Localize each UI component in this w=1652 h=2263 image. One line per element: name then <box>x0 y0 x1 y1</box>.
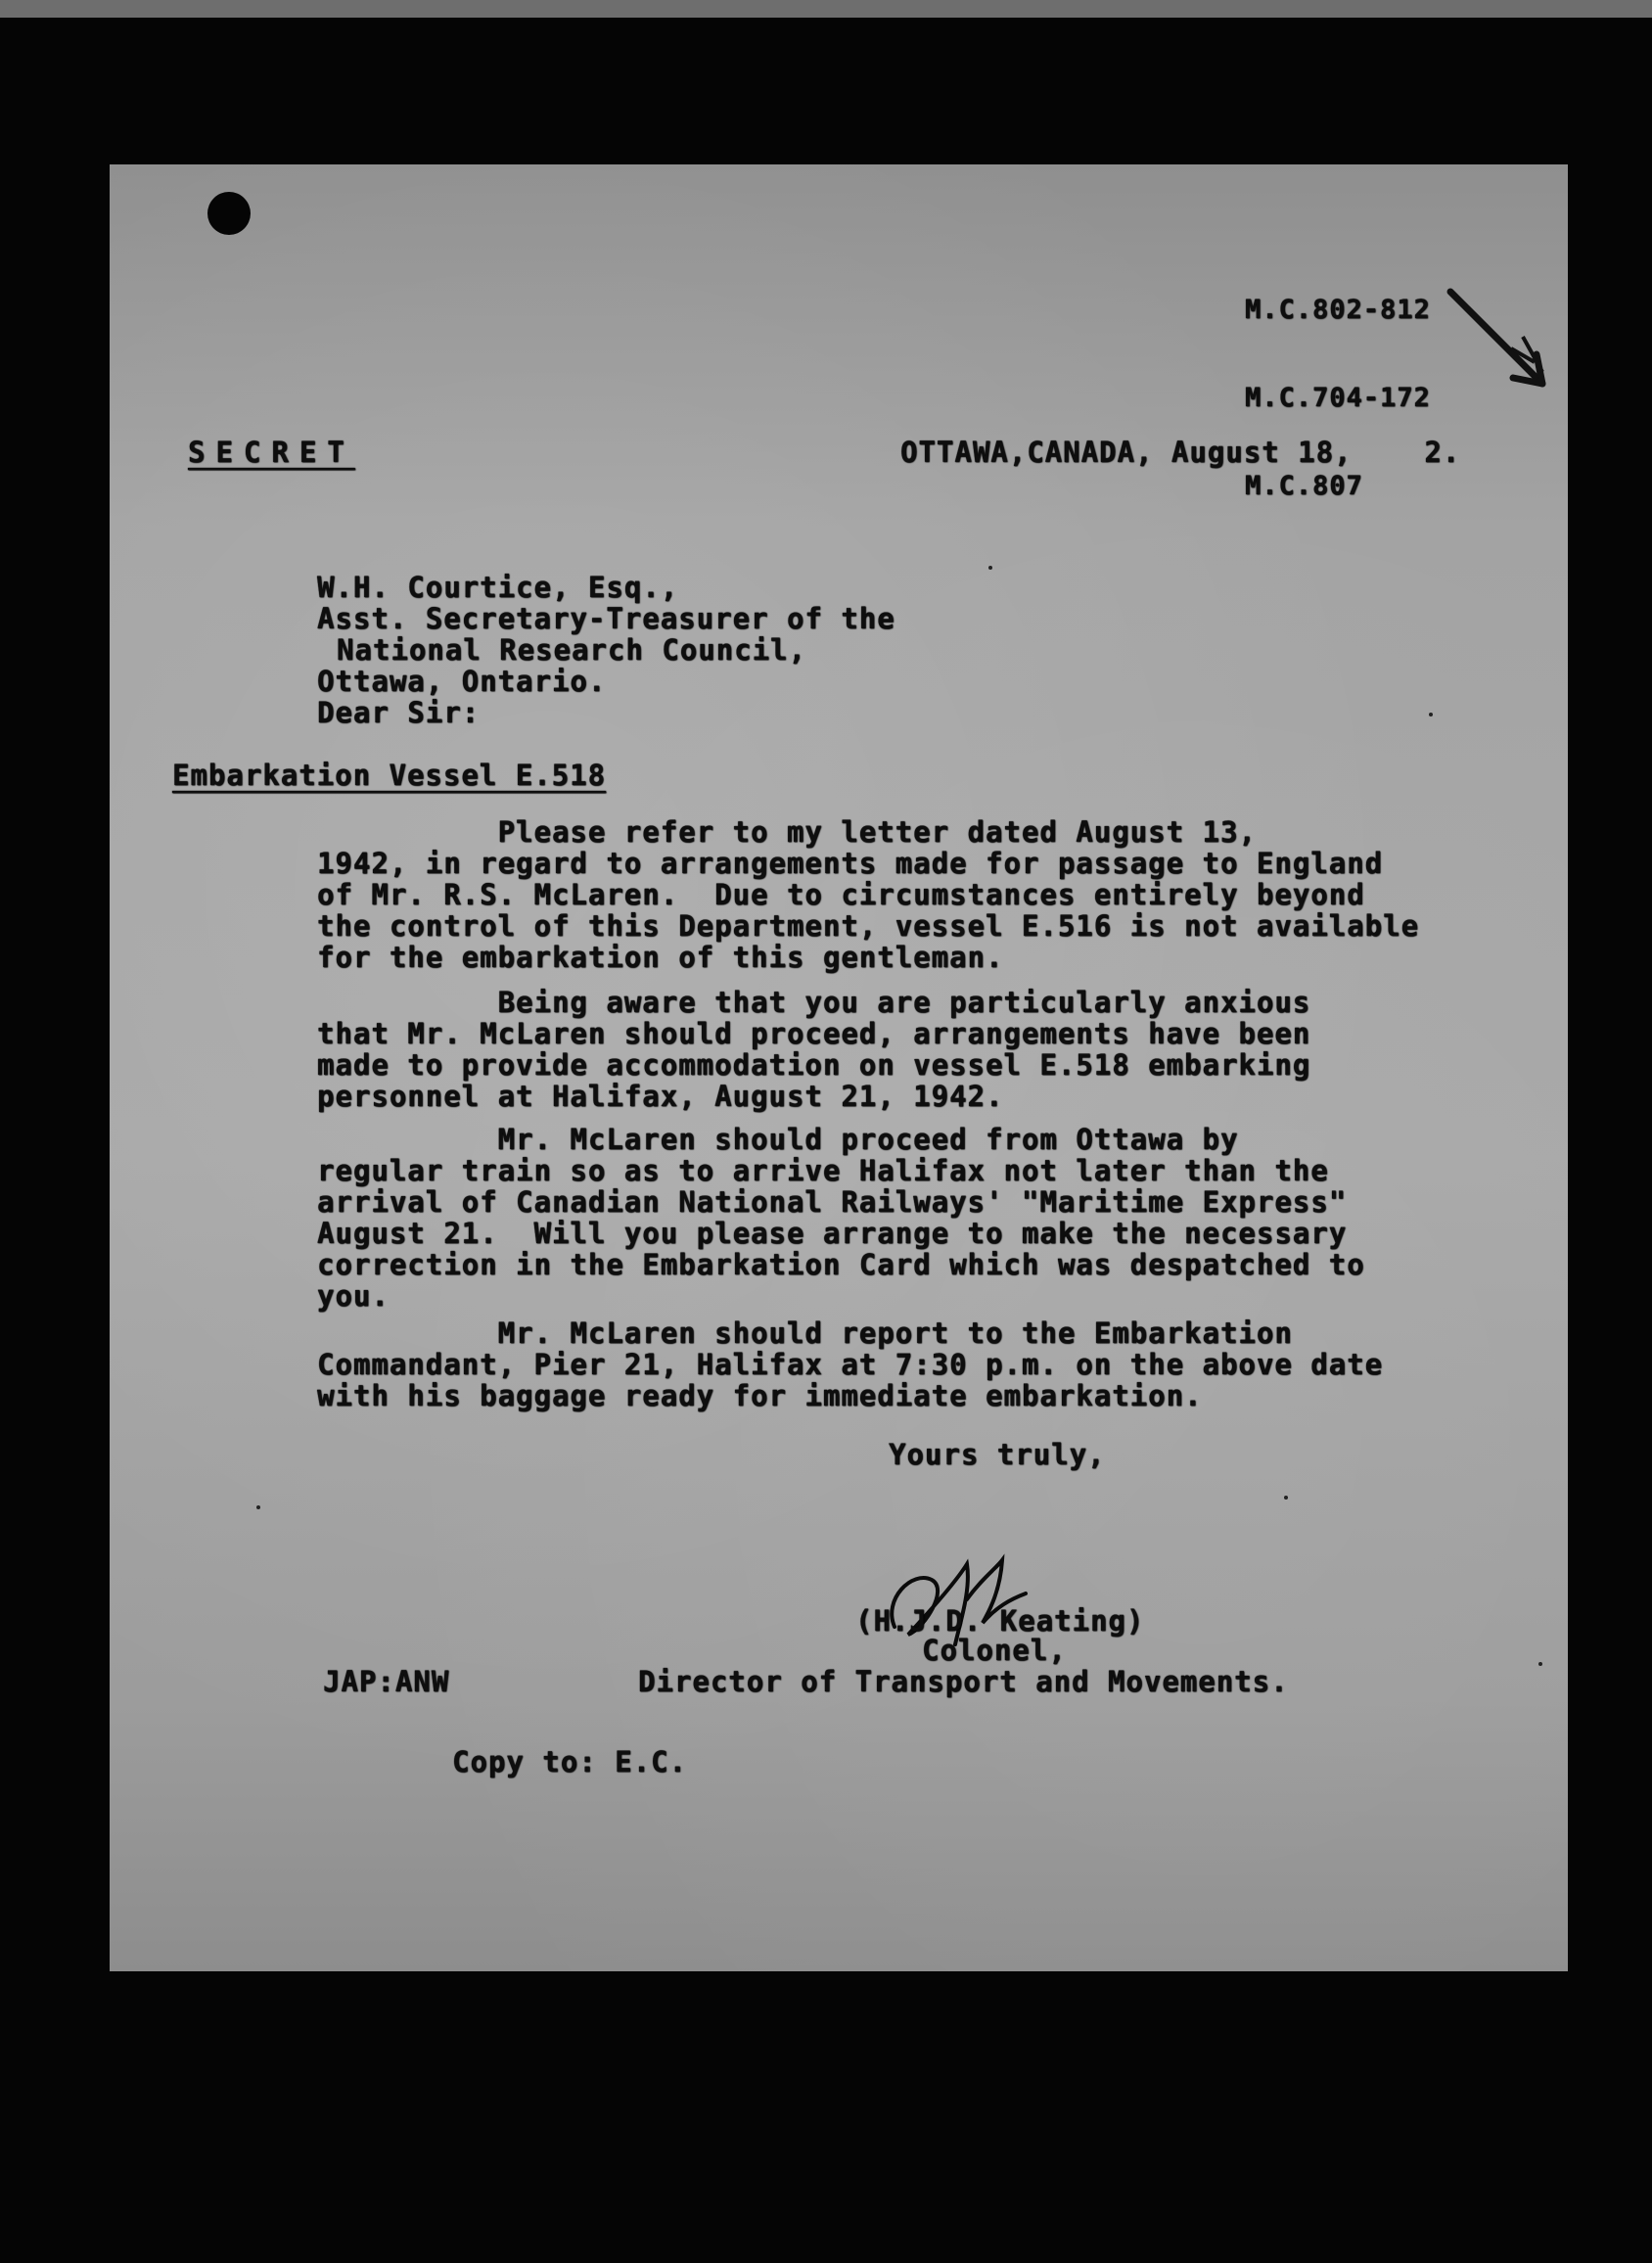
file-reference-block <box>1245 237 1431 560</box>
body-line: you. <box>317 1279 390 1313</box>
classification-heading: SECRET <box>188 436 355 469</box>
body-line: arrival of Canadian National Railways' "Maritime Express" <box>317 1185 1348 1219</box>
body-line: Being aware that you are particularly anxious <box>317 986 1311 1019</box>
scan-top-edge <box>0 0 1652 18</box>
file-ref-1: M.C.802-812 <box>1245 295 1431 325</box>
body-line: Please refer to my letter dated August 13, <box>317 815 1257 849</box>
body-line: Commandant, Pier 21, Halifax at 7:30 p.m. on the above date <box>317 1348 1384 1381</box>
subject-line: Embarkation Vessel E.518 <box>172 759 607 792</box>
body-line: correction in the Embarkation Card which was despatched to <box>317 1248 1365 1281</box>
recipient-city: Ottawa, Ontario. <box>317 665 607 698</box>
body-line: August 21. Will you please arrange to make the necessary <box>317 1217 1348 1250</box>
body-line: made to provide accommodation on vessel E.518 embarking <box>317 1048 1311 1082</box>
reference-initials: JAP:ANW <box>323 1665 450 1698</box>
body-line: the control of this Department, vessel E.516 is not available <box>317 909 1420 943</box>
signatory-title: Director of Transport and Movements. <box>638 1665 1289 1698</box>
paper-speck <box>256 1505 260 1509</box>
body-line: with his baggage ready for immediate embarkation. <box>317 1379 1203 1412</box>
punch-hole <box>207 192 251 235</box>
body-paragraph-2 <box>317 987 1568 1112</box>
letter-page <box>110 164 1568 1971</box>
body-line: of Mr. R.S. McLaren. Due to circumstances entirely beyond <box>317 878 1365 911</box>
body-line: regular train so as to arrive Halifax not later than the <box>317 1154 1329 1187</box>
signatory-rank: Colonel, <box>922 1634 1067 1667</box>
body-paragraph-4 <box>317 1317 1568 1411</box>
paper-speck <box>1429 713 1433 716</box>
recipient-name: W.H. Courtice, Esq., <box>317 571 679 604</box>
file-ref-3: M.C.807 <box>1245 471 1363 501</box>
body-line: for the embarkation of this gentleman. <box>317 941 1004 974</box>
signatory-name: (H.J.D. Keating) <box>855 1604 1145 1638</box>
dateline: OTTAWA,CANADA, August 18, 2. <box>900 436 1461 469</box>
body-paragraph-3 <box>317 1124 1568 1312</box>
body-line: Mr. McLaren should report to the Embarkation <box>317 1316 1293 1350</box>
body-line: personnel at Halifax, August 21, 1942. <box>317 1080 1004 1113</box>
file-ref-2: M.C.704-172 <box>1245 383 1431 413</box>
recipient-title-1: Asst. Secretary-Treasurer of the <box>317 602 895 635</box>
body-line: 1942, in regard to arrangements made for passage to England <box>317 847 1384 880</box>
closing: Yours truly, <box>889 1438 1106 1471</box>
copy-to-line: Copy to: E.C. <box>452 1745 687 1778</box>
salutation: Dear Sir: <box>317 696 481 729</box>
recipient-title-2: National Research Council, <box>337 633 806 667</box>
arrow-mark-icon <box>1441 278 1568 405</box>
paper-speck <box>1284 1496 1288 1500</box>
paper-speck <box>1538 1662 1542 1666</box>
body-paragraph-1 <box>317 816 1568 973</box>
paper-speck <box>988 566 992 570</box>
body-line: that Mr. McLaren should proceed, arrangements have been <box>317 1017 1311 1050</box>
body-line: Mr. McLaren should proceed from Ottawa by <box>317 1123 1239 1156</box>
